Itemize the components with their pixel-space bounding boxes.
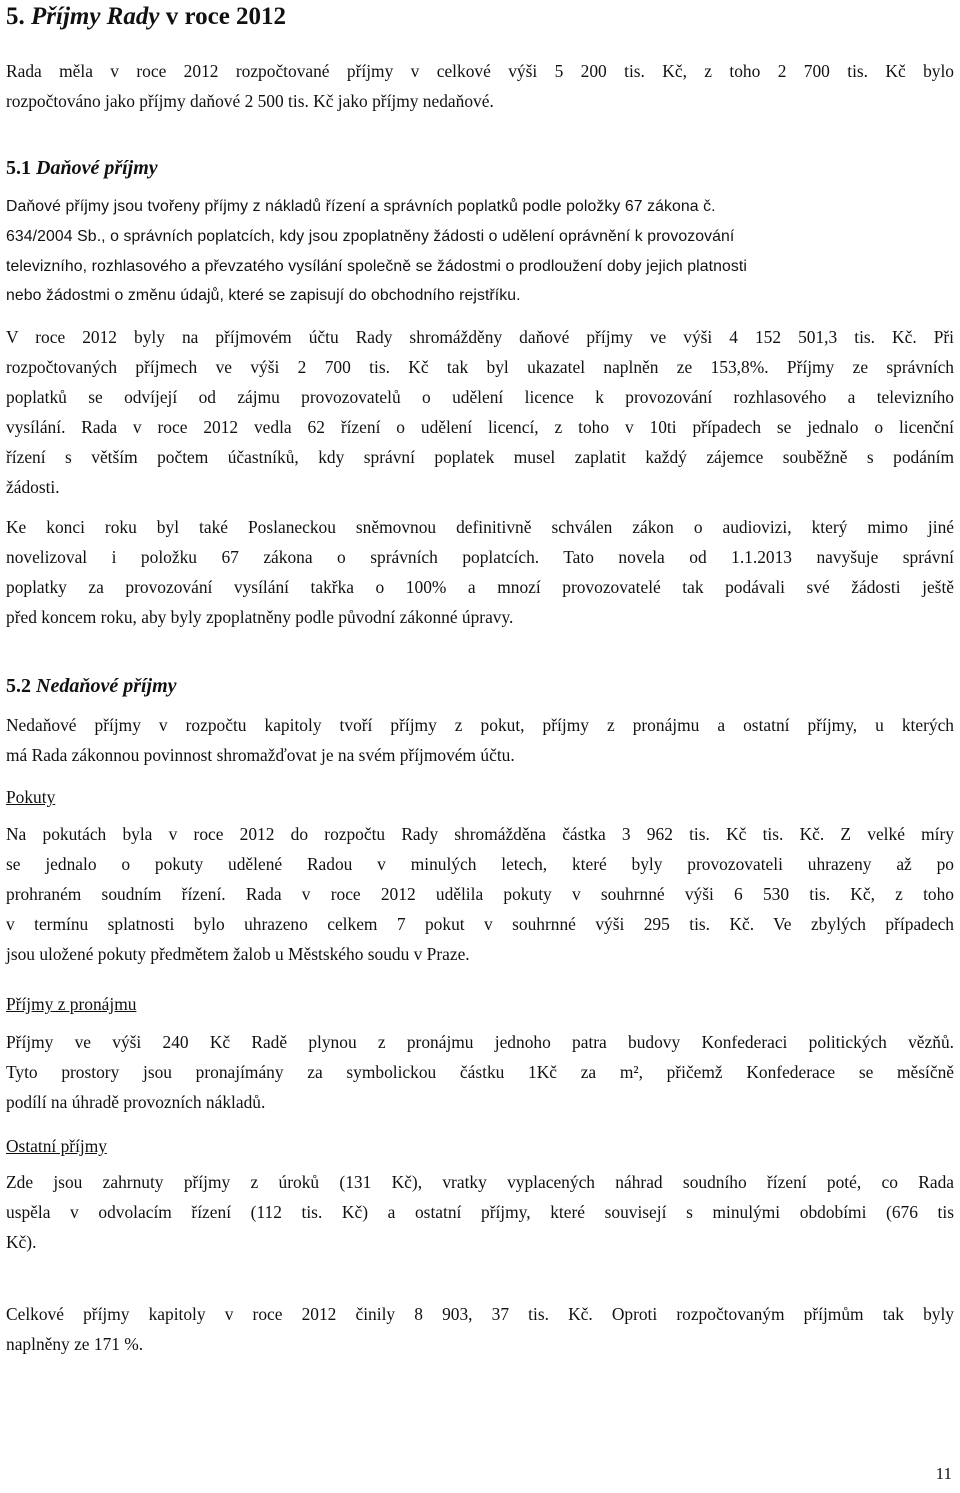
subheading-pronajem: Příjmy z pronájmu: [6, 994, 137, 1014]
paragraph-line: prohraném soudním řízení. Rada v roce 2012 udělila pokuty v souhrnné výši 6 530 tis. Kč, z toho: [6, 884, 954, 904]
paragraph-line: řízení s větším počtem účastníků, kdy správní poplatek musel zaplatit každý zájemce souběžně s podáním: [6, 447, 954, 467]
paragraph-line: V roce 2012 byly na příjmovém účtu Rady shromážděny daňové příjmy ve výši 4 152 501,3 tis. Kč. Při: [6, 327, 954, 347]
paragraph-line: nebo žádostmi o změnu údajů, které se zapisují do obchodního rejstříku.: [6, 287, 521, 304]
paragraph-line: má Rada zákonnou povinnost shromažďovat je na svém příjmovém účtu.: [6, 745, 515, 765]
page-number: 11: [935, 1464, 952, 1483]
paragraph-line: v termínu splatnosti bylo uhrazeno celkem 7 pokut v souhrnné výši 295 tis. Kč. Ve zbylých případech: [6, 914, 954, 934]
paragraph-line: uspěla v odvolacím řízení (112 tis. Kč) a ostatní příjmy, které souvisejí s minulými obdobími (676 tis: [6, 1202, 954, 1222]
section-title: Nedaňové příjmy: [36, 675, 177, 697]
section-title: Daňové příjmy: [36, 157, 158, 179]
paragraph-line: Příjmy ve výši 240 Kč Radě plynou z pronájmu jednoho patra budovy Konfederaci politických vězňů.: [6, 1032, 954, 1052]
intro-line: rozpočtováno jako příjmy daňové 2 500 tis. Kč jako příjmy nedaňové.: [6, 91, 494, 111]
paragraph-line: Daňové příjmy jsou tvořeny příjmy z nákladů řízení a správních poplatků podle položky 67 zákona č.: [6, 198, 716, 215]
section-heading-5-1: [6, 155, 158, 181]
paragraph-line: poplatky za provozování vysílání takřka o 100% a mnozí provozovatelé tak podávali své žádosti ještě: [6, 577, 954, 597]
section-number: 5.2: [6, 675, 31, 697]
paragraph-line: vysílání. Rada v roce 2012 vedla 62 řízení o udělení licencí, z toho v 10ti případech se jednalo o licenční: [6, 417, 954, 437]
paragraph-line: 634/2004 Sb., o správních poplatcích, kdy jsou zpoplatněny žádosti o udělení oprávnění k provozování: [6, 228, 735, 245]
paragraph-line: Kč).: [6, 1232, 37, 1252]
chapter-heading: [6, 2, 286, 32]
paragraph-line: před koncem roku, aby byly zpoplatněny podle původní zákonné úpravy.: [6, 607, 514, 627]
chapter-number: 5.: [6, 3, 25, 30]
subheading-pokuty: Pokuty: [6, 787, 56, 807]
paragraph-line: Tyto prostory jsou pronajímány za symbolickou částku 1Kč za m², přičemž Konfederace se měsíčně: [6, 1062, 954, 1082]
subheading-ostatni: Ostatní příjmy: [6, 1136, 107, 1156]
chapter-title: Příjmy Rady: [31, 3, 160, 30]
section-heading-5-2: [6, 673, 177, 699]
section-number: 5.1: [6, 157, 31, 179]
paragraph-line: poplatků se odvíjejí od zájmu provozovatelů o udělení licence k provozování rozhlasového a televizního: [6, 387, 954, 407]
intro-line: Rada měla v roce 2012 rozpočtované příjmy v celkové výši 5 200 tis. Kč, z toho 2 700 tis. Kč bylo: [6, 61, 954, 81]
paragraph-line: novelizoval i položku 67 zákona o správních poplatcích. Tato novela od 1.1.2013 navyšuje správní: [6, 547, 954, 567]
paragraph-line: televizního, rozhlasového a převzatého vysílání společně se žádostmi o prodloužení doby jejich platnosti: [6, 258, 747, 275]
paragraph-line: Celkové příjmy kapitoly v roce 2012 činily 8 903, 37 tis. Kč. Oproti rozpočtovaným příjmům tak byly: [6, 1304, 954, 1324]
chapter-title-suffix: v roce 2012: [165, 3, 287, 30]
paragraph-line: podílí na úhradě provozních nákladů.: [6, 1092, 266, 1112]
paragraph-line: Nedaňové příjmy v rozpočtu kapitoly tvoří příjmy z pokut, příjmy z pronájmu a ostatní příjmy, u kterých: [6, 715, 954, 735]
paragraph-line: se jednalo o pokuty udělené Radou v minulých letech, které byly provozovateli uhrazeny až po: [6, 854, 954, 874]
paragraph-line: žádosti.: [6, 477, 60, 497]
paragraph-line: Ke konci roku byl také Poslaneckou sněmovnou definitivně schválen zákon o audiovizi, který mimo jiné: [6, 517, 954, 537]
paragraph-line: rozpočtovaných příjmech ve výši 2 700 tis. Kč tak byl ukazatel naplněn ze 153,8%. Příjmy ze správních: [6, 357, 954, 377]
paragraph-line: Na pokutách byla v roce 2012 do rozpočtu Rady shromážděna částka 3 962 tis. Kč tis. Kč. Z velké míry: [6, 824, 954, 844]
paragraph-line: jsou uložené pokuty předmětem žalob u Městského soudu v Praze.: [6, 944, 470, 964]
paragraph-line: naplněny ze 171 %.: [6, 1334, 144, 1354]
paragraph-line: Zde jsou zahrnuty příjmy z úroků (131 Kč), vratky vyplacených náhrad soudního řízení poté, co Rada: [6, 1172, 954, 1192]
